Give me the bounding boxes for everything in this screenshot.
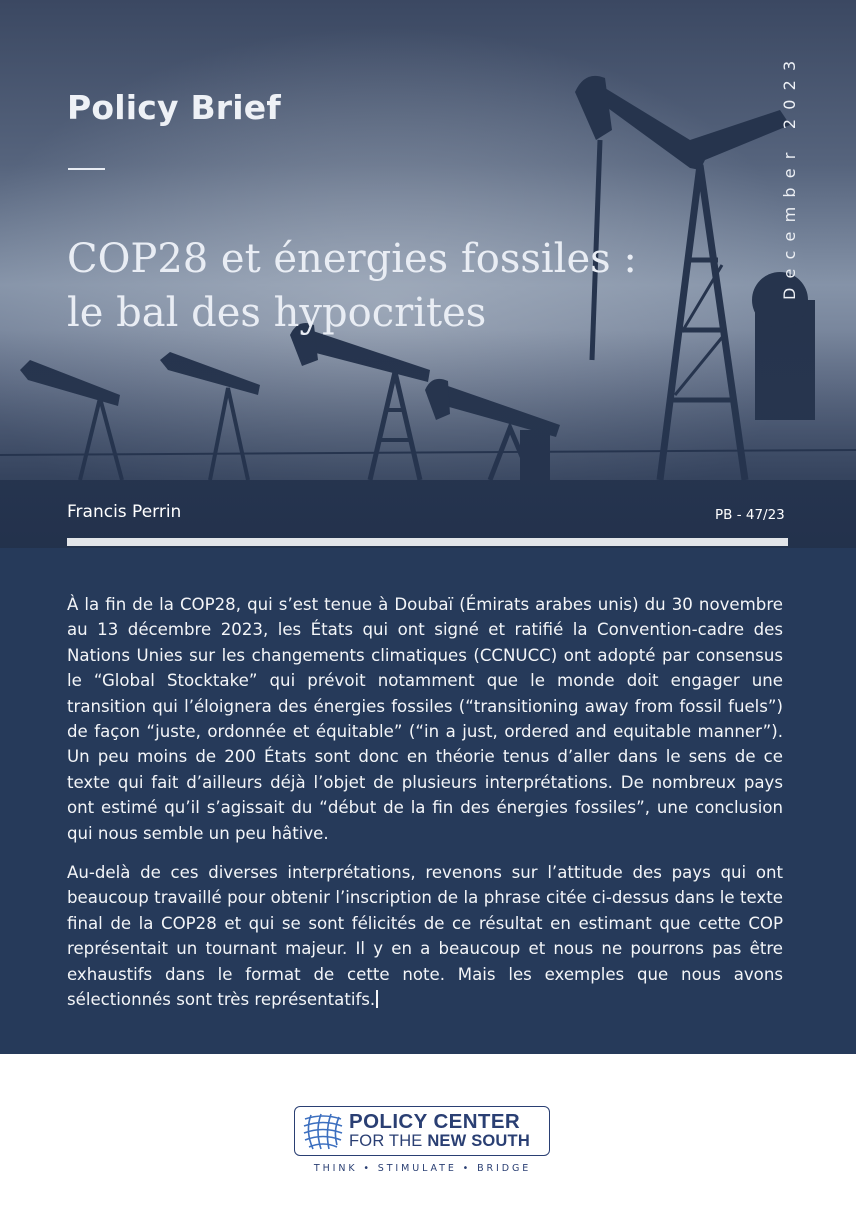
title-line-2: le bal des hypocrites [67, 290, 487, 336]
document-title [67, 232, 767, 340]
logo-line-2 [349, 1132, 530, 1151]
abstract-paragraph-1: À la fin de la COP28, qui s’est tenue à Doubaï (Émirats arabes unis) du 30 novembre au 13 décembre 2023, les États qui ont signé et ratifié la Convention-cadre des Nations Unies sur les changements climatiques (CCNUCC) ont adopté par consensus le “Global Stocktake” qui prévoit notamment que le monde doit engager une transition qui l’éloignera des énergies fossiles (“transitioning away from fossil fuels”) de façon “juste, ordonnée et équitable” (“in a just, ordered and equitable manner”). Un peu moins de 200 États sont donc en théorie tenus d’aller dans le sens de ce texte qui fait d’ailleurs déjà l’objet de plusieurs interprétations. De nombreux pays ont estimé qu’il s’agissait du “début de la fin des énergies fossiles”, une conclusion qui nous semble un peu hâtive. [67, 595, 783, 843]
abstract-paragraph-2-text: Au-delà de ces diverses interprétations, revenons sur l’attitude des pays qui ont beaucoup travaillé pour obtenir l’inscription de la phrase citée ci-dessus dans le texte final de la COP28 et qui se sont félicités de ce résultat en estimant que cette COP représentait un tournant majeur. Il y en a beaucoup et nous ne pourrons pas être exhaustifs dans le format de cette note. Mais les exemples que nous avons sélectionnés sont très représentatifs. [67, 863, 783, 1010]
logo-line-2-prefix: FOR THE [349, 1132, 428, 1150]
abstract-paragraph-2 [67, 860, 783, 1012]
globe-grid-icon [301, 1111, 345, 1151]
logo-line-1: POLICY CENTER [349, 1110, 521, 1133]
text-cursor [376, 990, 378, 1008]
publication-date: December 2023 [780, 51, 799, 300]
logo-tagline: THINK • STIMULATE • BRIDGE [313, 1163, 532, 1174]
document-type-label: Policy Brief [67, 88, 281, 127]
title-divider [68, 168, 105, 170]
document-reference: PB - 47/23 [715, 507, 785, 523]
policy-center-logo [294, 1106, 550, 1156]
author-name: Francis Perrin [67, 502, 182, 522]
logo-line-2-bold: NEW SOUTH [427, 1132, 530, 1150]
header-rule [67, 538, 788, 546]
title-line-1: COP28 et énergies fossiles : [67, 236, 637, 282]
cover-hero [0, 0, 856, 548]
